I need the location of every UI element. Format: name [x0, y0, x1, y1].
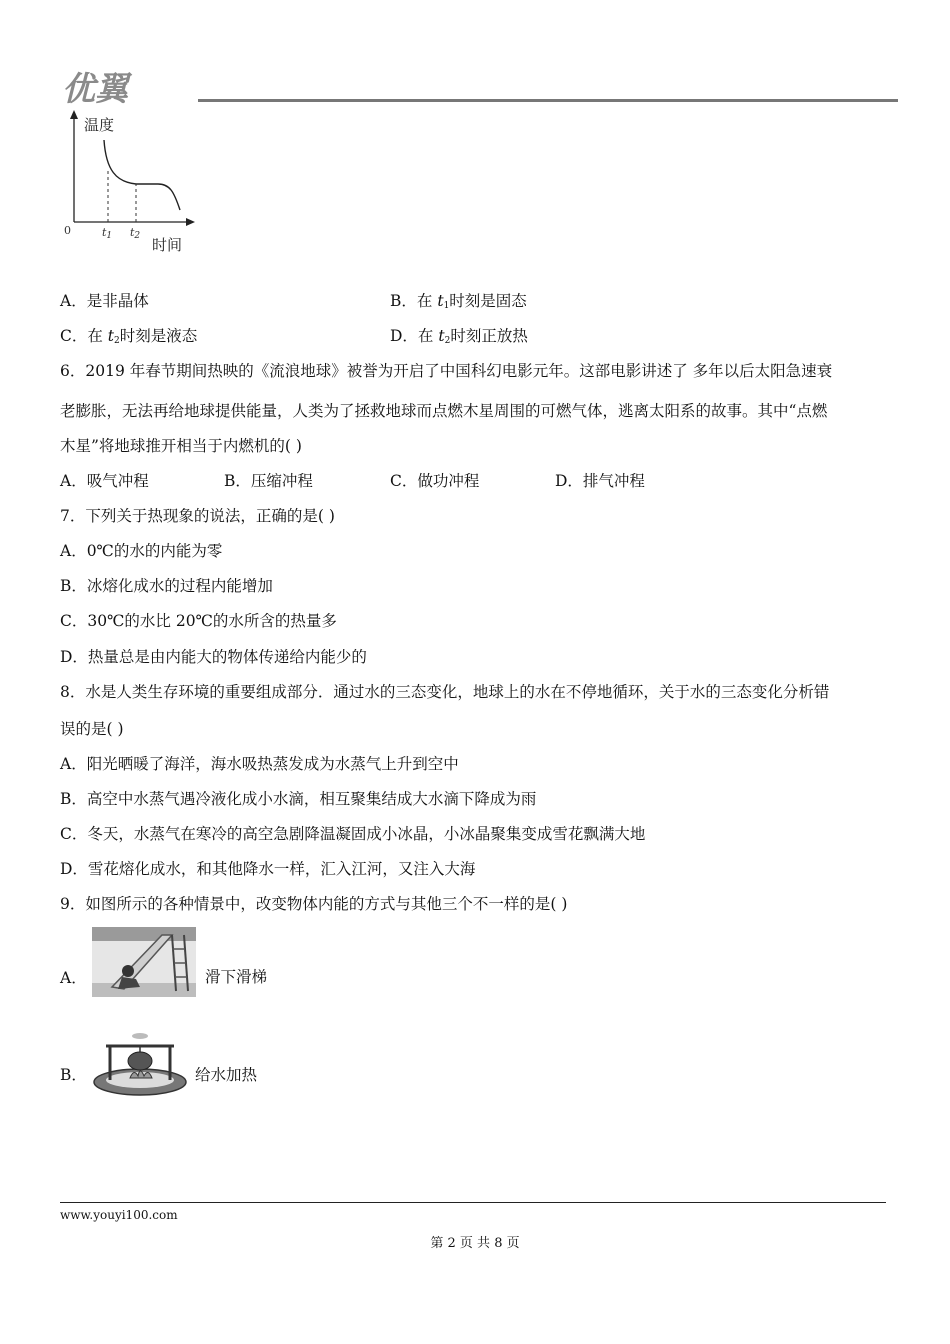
q7-option-d: D．热量总是由内能大的物体传递给内能少的 — [60, 648, 367, 666]
tick-t1: $t_1$ — [102, 226, 113, 241]
cooling-curve — [104, 140, 180, 210]
q7-option-a: A．0℃的水的内能为零 — [60, 542, 223, 560]
q9-option-b-letter: B． — [60, 1066, 87, 1084]
temperature-time-graph — [58, 110, 208, 260]
y-axis-label: 温度 — [84, 116, 115, 134]
q8-stem-line1: 8．水是人类生存环境的重要组成部分．通过水的三态变化，地球上的水在不停地循环，关于水的三态变化分析错 — [60, 683, 830, 701]
x-axis-arrow — [186, 218, 195, 226]
page-number: 第 2 页 共 8 页 — [430, 1236, 520, 1251]
q9-option-a-caption: 滑下滑梯 — [205, 968, 268, 986]
q8-option-b: B．高空中水蒸气遇冷液化成小水滴，相互聚集结成大水滴下降成为雨 — [60, 790, 537, 808]
q9-option-b-caption: 给水加热 — [195, 1066, 258, 1084]
q6-stem-line2: 老膨胀，无法再给地球提供能量，人类为了拯救地球而点燃木星周围的可燃气体，逃离太阳系的故事。其中“点燃 — [60, 402, 828, 420]
q6-option-c: C．做功冲程 — [390, 472, 480, 490]
tick-t2: $t_2$ — [130, 226, 141, 241]
q6-option-a: A．吸气冲程 — [60, 472, 149, 490]
q5-option-d: D．在 $t_2$时刻正放热 — [390, 327, 528, 346]
q8-option-c: C．冬天，水蒸气在寒冷的高空急剧降温凝固成小冰晶，小冰晶聚集变成雪花飘满大地 — [60, 825, 646, 843]
x-axis-label: 时间 — [152, 236, 183, 254]
q7-stem: 7．下列关于热现象的说法，正确的是( ) — [60, 507, 335, 525]
q8-option-d: D．雪花熔化成水，和其他降水一样，汇入江河，又注入大海 — [60, 860, 476, 878]
q7-option-c: C．30℃的水比 20℃的水所含的热量多 — [60, 612, 337, 630]
q9-option-a-letter: A． — [60, 969, 87, 987]
q9-stem: 9．如图所示的各种情景中，改变物体内能的方式与其他三个不一样的是( ) — [60, 895, 568, 913]
q5-option-a: A．是非晶体 — [60, 292, 149, 310]
q7-option-b: B．冰熔化成水的过程内能增加 — [60, 577, 273, 595]
header-rule — [198, 99, 898, 102]
q5-option-c: C．在 $t_2$时刻是液态 — [60, 327, 198, 346]
youyi-logo — [60, 66, 200, 106]
logo-text: 优翼 — [62, 69, 128, 106]
q5-option-b: B．在 $t_1$时刻是固态 — [390, 292, 527, 311]
q6-stem-line3: 木星”将地球推开相当于内燃机的( ) — [60, 437, 302, 455]
q6-stem-line1: 6．2019 年春节期间热映的《流浪地球》被誉为开启了中国科幻电影元年。这部电影讲述了 多年以后太阳急速衰 — [60, 362, 833, 380]
heating-water-picture — [92, 1032, 188, 1098]
footer-url[interactable]: www.youyi100.com — [60, 1208, 178, 1222]
footer-rule — [60, 1202, 886, 1203]
q8-option-a: A．阳光晒暖了海洋，海水吸热蒸发成为水蒸气上升到空中 — [60, 755, 459, 773]
y-axis-arrow — [70, 110, 78, 119]
q8-stem-line2: 误的是( ) — [60, 720, 124, 738]
q6-option-d: D．排气冲程 — [555, 472, 645, 490]
origin-label: 0 — [64, 224, 71, 237]
slide-picture — [92, 927, 196, 997]
q6-option-b: B．压缩冲程 — [224, 472, 313, 490]
